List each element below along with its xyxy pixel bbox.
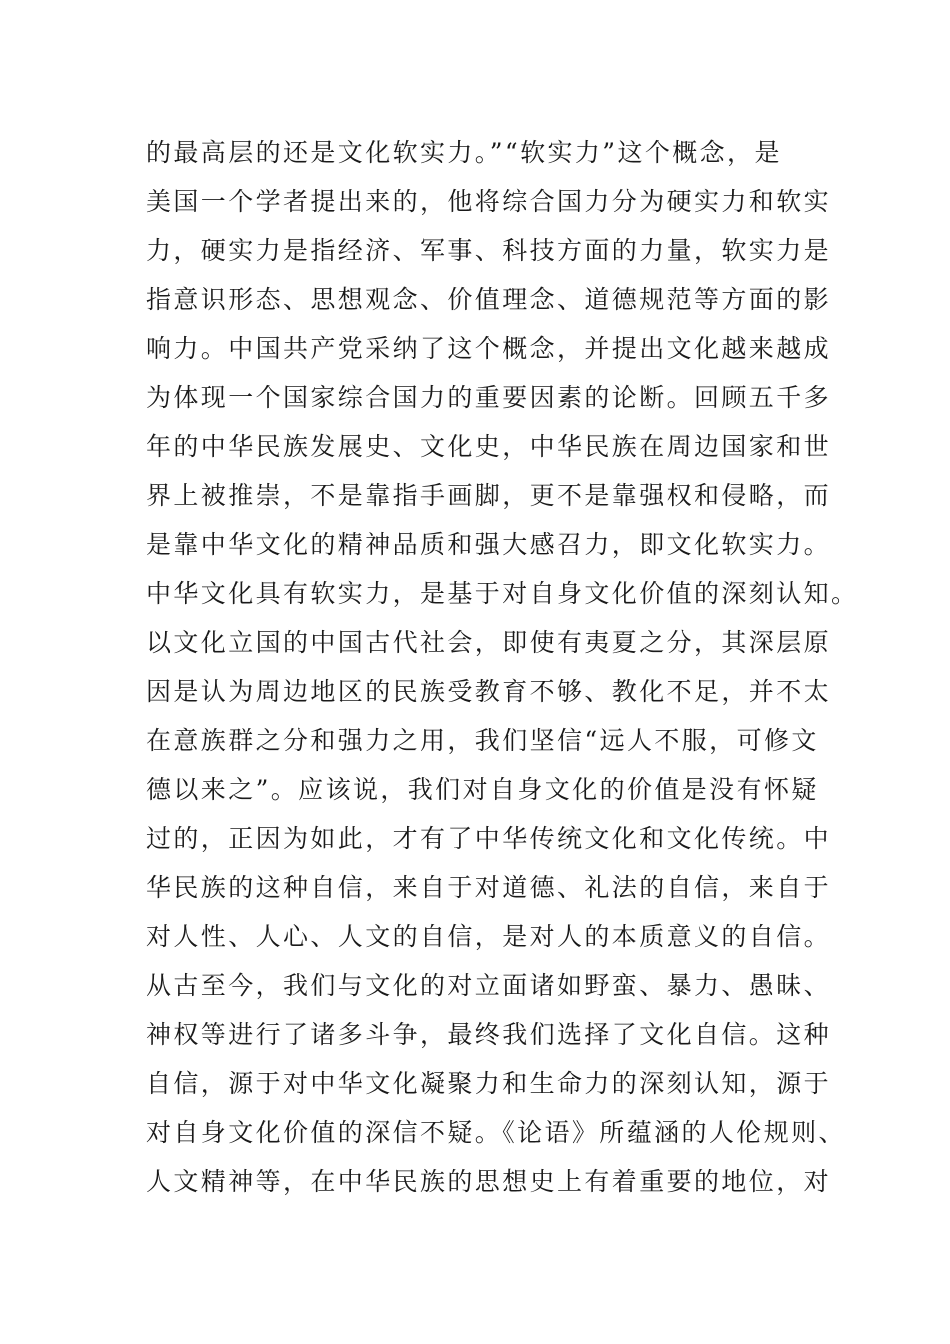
text-line: 力，硬实力是指经济、军事、科技方面的力量，软实力是 [146,236,832,265]
text-line: 德以来之”。应该说，我们对自身文化的价值是没有怀疑 [146,775,819,804]
text-line: 神权等进行了诸多斗争，最终我们选择了文化自信。这种 [146,1020,832,1049]
body-text [146,131,859,1209]
text-line: 在意族群之分和强力之用，我们坚信“远人不服，可修文 [146,726,819,755]
text-line: 自信，源于对中华文化凝聚力和生命力的深刻认知，源于 [146,1069,832,1098]
text-line: 对人性、人心、人文的自信，是对人的本质意义的自信。 [146,922,832,951]
text-line: 指意识形态、思想观念、价值理念、道德规范等方面的影 [146,285,832,314]
text-line: 从古至今，我们与文化的对立面诸如野蛮、暴力、愚昧、 [146,971,832,1000]
text-line: 响力。中国共产党采纳了这个概念，并提出文化越来越成 [146,334,832,363]
text-line: 的最高层的还是文化软实力。”“软实力”这个概念，是 [146,138,782,167]
text-line: 华民族的这种自信，来自于对道德、礼法的自信，来自于 [146,873,832,902]
text-line: 美国一个学者提出来的，他将综合国力分为硬实力和软实 [146,187,832,216]
text-line: 为体现一个国家综合国力的重要因素的论断。回顾五千多 [146,383,832,412]
text-line: 对自身文化价值的深信不疑。《论语》所蕴涵的人伦规则、 [146,1118,846,1147]
text-line: 年的中华民族发展史、文化史，中华民族在周边国家和世 [146,432,832,461]
text-line: 界上被推崇，不是靠指手画脚，更不是靠强权和侵略，而 [146,481,832,510]
text-line: 是靠中华文化的精神品质和强大感召力，即文化软实力。 [146,530,832,559]
text-line: 以文化立国的中国古代社会，即使有夷夏之分，其深层原 [146,628,832,657]
text-line: 人文精神等，在中华民族的思想史上有着重要的地位，对 [146,1167,832,1196]
text-line: 过的，正因为如此，才有了中华传统文化和文化传统。中 [146,824,832,853]
text-line: 中华文化具有软实力，是基于对自身文化价值的深刻认知。 [146,579,859,608]
text-line: 因是认为周边地区的民族受教育不够、教化不足，并不太 [146,677,832,706]
